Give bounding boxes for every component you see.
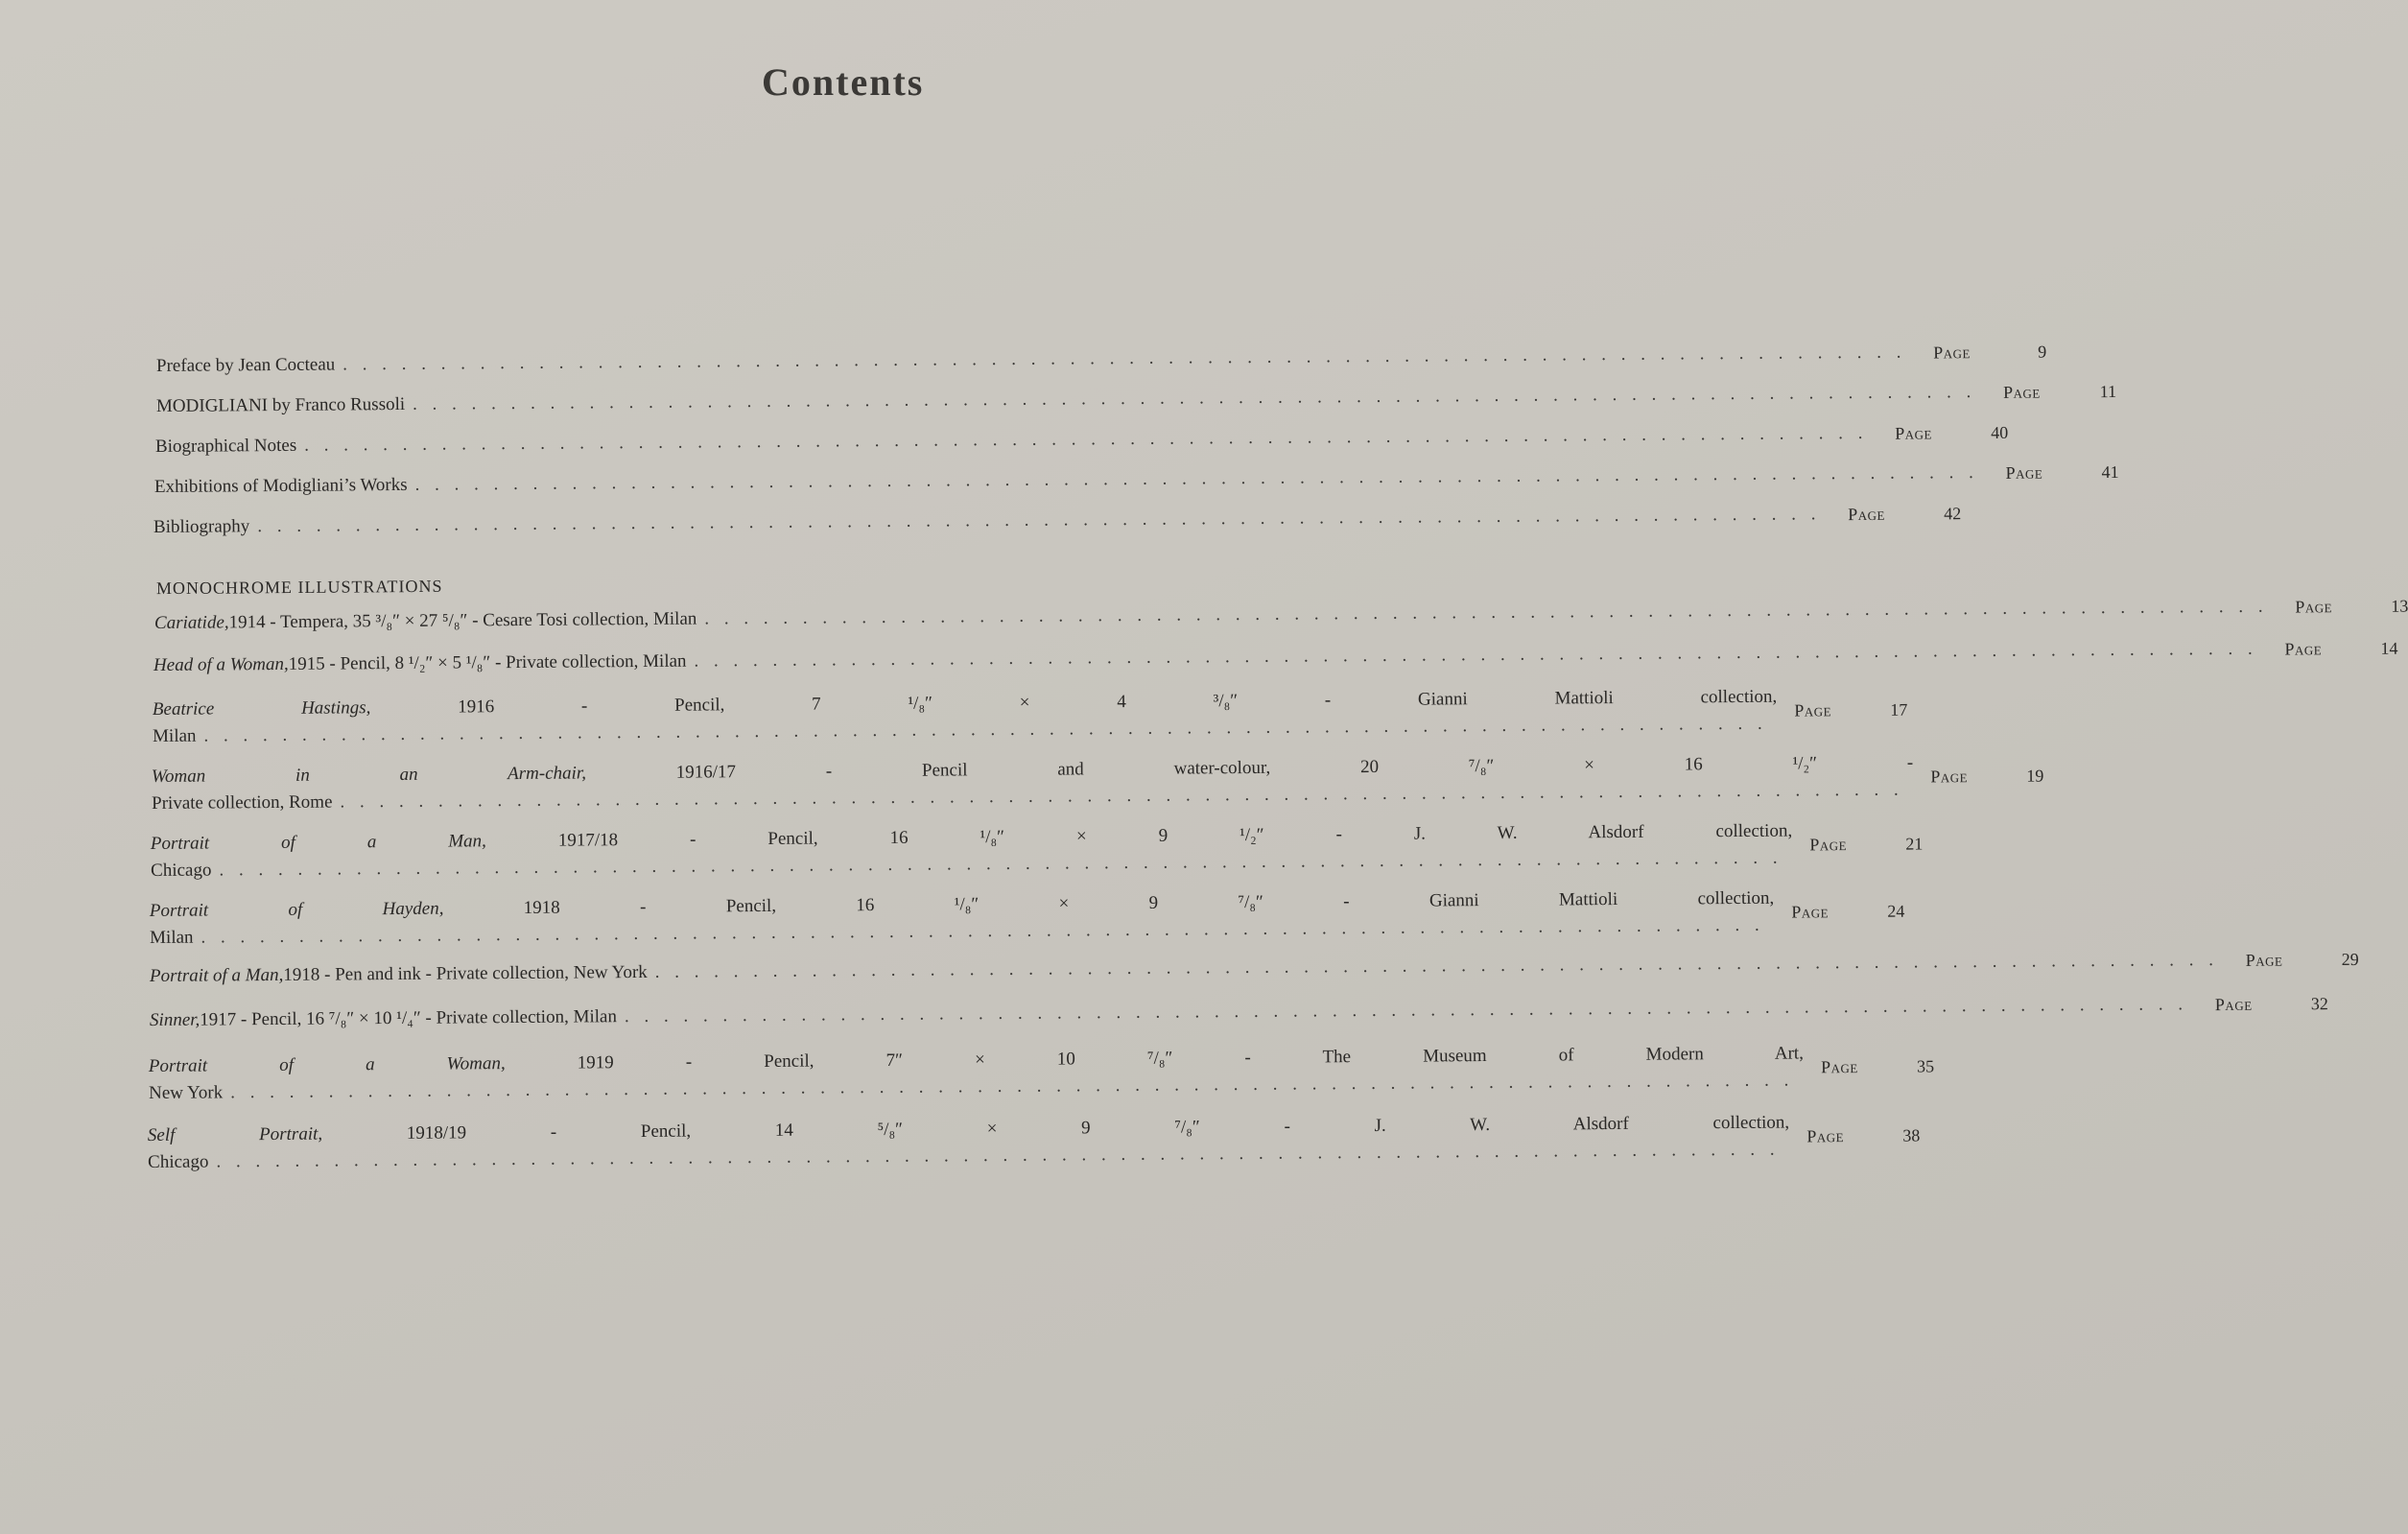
work-title: Portrait of a Man, [149,964,284,986]
work-details: 1919 - Pencil, 7″ × 10 ⁷/₈″ - The Museum of Modern Art, [505,1043,1804,1074]
page-label: Page [2005,462,2043,483]
dot-leader [655,947,2229,986]
dot-leader [413,379,1986,418]
entry-text [153,684,1778,750]
entry-text [149,1040,1804,1107]
illustration-entry[interactable] [153,638,2398,679]
work-details: 1916 - Pencil, 7 ¹/₈″ × 4 ³/₈″ - Gianni Mattioli collection, [370,686,1778,719]
entry-text [150,947,2229,990]
work-details-continued: Private collection, Rome [152,791,333,814]
work-title: Beatrice Hastings, [152,697,371,720]
work-details: 1916/17 - Pencil and water-colour, 20 ⁷/₈″ × 16 ¹/₂″ - [585,752,1914,784]
work-title: Sinner, [149,1009,201,1030]
work-details: 1918 - Pen and ink - Private collection, New York [283,961,648,985]
page-label: Page [2295,597,2333,617]
page-number: 38 [1902,1125,1921,1145]
dot-leader [257,501,1830,540]
page-number: 40 [1991,422,2009,442]
page-label: Page [2214,994,2253,1015]
work-title: Portrait of a Woman, [148,1053,506,1077]
entry-text [150,991,2198,1034]
page-number: 35 [1916,1056,1935,1076]
page-label: Page [2245,950,2283,970]
page-label: Page [1930,767,1969,787]
entry-text [156,340,1916,380]
entry-title: Exhibitions of Modigliani’s Works [153,474,408,497]
work-details: 1917/18 - Pencil, 16 ¹/₈″ × 9 ¹/₂″ - J. W. Alsdorf collection, [485,820,1793,852]
dot-leader [414,460,1988,499]
dot-leader [342,340,1916,379]
entry-text [155,420,1877,460]
entry-text [152,750,1914,817]
page-number: 42 [1944,504,1962,524]
page-number: 9 [2038,342,2047,362]
toc-entry[interactable] [154,422,2009,460]
page-label: Page [1848,504,1886,525]
section-heading: MONOCHROME ILLUSTRATIONS [155,576,443,599]
page-number: 41 [2101,461,2119,483]
illustration-entry[interactable] [148,1043,1935,1107]
toc-entry[interactable] [155,381,2117,420]
page-number: 21 [1905,834,1924,854]
work-title: Head of a Woman, [153,653,289,675]
entry-text [151,818,1793,885]
toc-entry[interactable] [153,461,2119,501]
page-title: Contents [762,60,925,104]
dot-leader [625,991,2198,1030]
entry-text [156,379,1986,420]
work-details: 1917 - Pencil, 16 ⁷/₈″ × 10 ¹/₄″ - Private collection, Milan [200,1006,618,1030]
entry-title: Biographical Notes [154,435,297,457]
work-title: Woman in an Arm-chair, [151,763,586,788]
page-number: 29 [2341,949,2359,970]
toc-entry[interactable] [155,342,2047,380]
illustration-entry[interactable] [151,752,2044,817]
page-label: Page [2002,382,2041,402]
work-details-continued: New York [149,1082,224,1103]
page-label: Page [1794,700,1832,720]
page-label: Page [1806,1126,1845,1146]
entry-title: Preface by Jean Cocteau [155,354,336,376]
entry-text [153,636,2268,679]
dot-leader [694,636,2267,675]
work-details: 1918/19 - Pencil, 14 ⁵/₈″ × 9 ⁷/₈″ - J. W. Alsdorf collection, [322,1112,1790,1145]
work-details: 1918 - Pencil, 16 ¹/₈″ × 9 ⁷/₈″ - Gianni Mattioli collection, [443,887,1775,919]
page-number: 17 [1890,699,1908,720]
page-number: 19 [2026,766,2044,786]
work-title: Cariatide, [153,612,229,633]
page-number: 32 [2310,994,2328,1014]
toc-entry[interactable] [153,504,1962,541]
page-label: Page [1820,1057,1858,1077]
illustration-entry[interactable] [149,887,1905,952]
work-details: 1915 - Pencil, 8 ¹/₂″ × 5 ¹/₈″ - Private collection, Milan [288,650,687,674]
page-label: Page [1809,835,1848,855]
page-number: 13 [2391,596,2408,616]
entry-text [153,501,1830,541]
work-details-continued: Milan [153,725,197,746]
entry-text [154,460,1989,501]
entry-title: Bibliography [153,516,250,537]
illustration-entry[interactable] [149,949,2359,990]
illustration-entry[interactable] [147,1112,1921,1176]
entry-title: MODIGLIANI by Franco Russoli [155,393,406,416]
illustration-entry[interactable] [153,596,2408,637]
page-number: 24 [1887,901,1905,921]
page-number: 14 [2380,638,2398,658]
work-details-continued: Milan [150,927,194,948]
illustration-entry[interactable] [152,686,1908,750]
illustration-entry[interactable] [149,994,2328,1034]
dot-leader [304,420,1877,460]
page-label: Page [1895,423,1932,443]
work-details-continued: Chicago [148,1151,209,1172]
page-label: Page [1933,342,1971,363]
entry-text [154,594,2278,637]
work-title: Portrait of Hayden, [149,898,444,922]
work-details: 1914 - Tempera, 35 ³/₈″ × 27 ⁵/₈″ - Cesare Tosi collection, Milan [228,608,697,633]
illustration-entry[interactable] [150,820,1924,885]
page-label: Page [2284,639,2323,659]
work-details-continued: Chicago [151,860,212,881]
work-title: Portrait of a Man, [150,831,486,855]
page-number: 11 [2099,381,2117,402]
entry-text [150,885,1775,952]
work-title: Self Portrait, [147,1123,323,1146]
entry-text [148,1110,1790,1176]
dot-leader [704,594,2278,633]
page-label: Page [1791,902,1830,922]
